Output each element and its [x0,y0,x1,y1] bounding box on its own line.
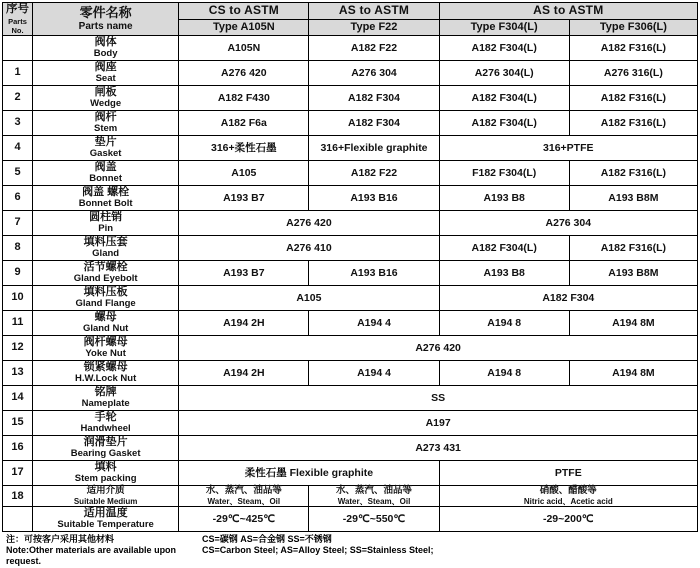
material-cell: A193 B16 [309,260,439,285]
medium-en: Water、Steam、Oil [337,496,411,506]
part-name-cell [33,506,179,531]
medium-cell [439,485,697,506]
medium-cell [309,485,439,506]
material-cell: A182 F316(L) [569,235,697,260]
header-group-1: AS to ASTM [309,3,439,20]
header-subtype-1: Type F22 [309,20,439,36]
material-cell: SS [179,385,698,410]
header-subtype-2: Type F304(L) [439,20,569,36]
table-row [3,410,698,435]
part-name-cell [33,385,179,410]
medium-en: Nitric acid、Acetic acid [523,496,613,506]
material-cell: 316+PTFE [439,135,697,160]
medium-en: Water、Steam、Oil [207,496,281,506]
header-part-name: 零件名称 Parts name [33,3,179,36]
part-name-cell [33,235,179,260]
material-cell: A182 F22 [309,160,439,185]
part-no-cell: 13 [3,360,33,385]
material-cell: A276 304 [309,60,439,85]
part-name-cn: 圆柱销 [89,211,123,224]
material-cell: A182 F316(L) [569,35,697,60]
material-cell: A194 4 [309,360,439,385]
part-name-en: Body [93,47,118,59]
part-name-en: Gasket [89,147,122,159]
material-cell: A182 F304(L) [439,110,569,135]
part-name-en: Yoke Nut [85,347,126,359]
part-no-cell: 12 [3,335,33,360]
material-cell: A194 8 [439,310,569,335]
part-no-cell: 17 [3,460,33,485]
material-cell: 316+Flexible graphite [309,135,439,160]
material-cell: A273 431 [179,435,698,460]
notes-block [2,532,698,568]
medium-cn: 水、蒸汽、油品等 [205,484,282,496]
material-cell: A276 420 [179,60,309,85]
part-name-cn: 填料压板 [83,286,128,299]
part-name-cn: 阀杆 [94,111,117,124]
table-row [3,210,698,235]
part-no-cell [3,35,33,60]
part-name-cn: 螺母 [94,311,117,324]
part-name-cn: 阀座 [94,61,117,74]
part-no-cell: 10 [3,285,33,310]
part-name-en: Gland Flange [75,297,136,309]
table-row [3,135,698,160]
material-cell: A276 316(L) [569,60,697,85]
note-line1-cn: 注：可按客户采用其他材料 [6,533,115,544]
part-name-en: Gland Nut [82,322,129,334]
part-name-cell [33,410,179,435]
material-cell: A193 B16 [309,185,439,210]
medium-cn: 水、蒸汽、油品等 [335,484,412,496]
temperature-cell: -29℃~550℃ [309,506,439,531]
header-part-no: 序号 Parts No. [3,3,33,36]
table-row [3,160,698,185]
header-subtype-0: Type A105N [179,20,309,36]
part-name-cell [33,460,179,485]
table-row-temperature [3,506,698,531]
part-name-cn: 垫片 [94,136,117,149]
part-name-cell [33,310,179,335]
material-cell: A182 F304 [439,285,697,310]
material-cell: A182 F430 [179,85,309,110]
header-subtype-3: Type F306(L) [569,20,697,36]
material-cell: A276 420 [179,210,439,235]
part-name-cn: 润滑垫片 [83,436,128,449]
note-line2-cn: CS=碳钢 AS=合金钢 SS=不锈钢 [202,533,332,544]
part-name-cell [33,285,179,310]
note-line2-en: CS=Carbon Steel; AS=Alloy Steel; SS=Stainless Steel; [202,545,434,556]
part-name-en: Handwheel [80,422,131,434]
material-cell: A182 F316(L) [569,160,697,185]
material-table [2,2,698,532]
note-line1-en: Note:Other materials are available upon request. [6,545,177,567]
part-name-cn: 适用温度 [83,507,128,520]
material-cell: A276 304 [439,210,697,235]
material-cell: A193 B8M [569,185,697,210]
material-cell: A105 [179,285,439,310]
material-cell: A105N [179,35,309,60]
header-row-main [3,3,698,20]
table-row [3,35,698,60]
part-no-cell [3,506,33,531]
medium-cell [179,485,309,506]
material-cell: A197 [179,410,698,435]
part-name-cn: 铭牌 [94,386,117,399]
notes-left [6,534,202,568]
part-name-en: Bonnet Bolt [78,197,133,209]
material-cell: A182 F304(L) [439,85,569,110]
part-name-en: Gland Eyebolt [73,272,138,284]
material-cell: A193 B8 [439,185,569,210]
material-cell: A276 410 [179,235,439,260]
material-cell: 316+柔性石墨 [179,135,309,160]
material-cell: A105 [179,160,309,185]
material-cell: A276 304(L) [439,60,569,85]
part-name-cell [33,335,179,360]
part-name-cell [33,360,179,385]
part-no-cell: 5 [3,160,33,185]
part-name-cn: 阀盖 螺栓 [82,186,130,199]
material-cell: PTFE [439,460,697,485]
part-name-en: Bearing Gasket [70,447,141,459]
temperature-cell: -29℃~425℃ [179,506,309,531]
part-name-cn: 填料压套 [83,236,128,249]
material-cell: A193 B7 [179,260,309,285]
part-name-cell [33,485,179,506]
part-no-cell: 8 [3,235,33,260]
part-name-en: Suitable Temperature [57,518,154,530]
part-no-cell: 9 [3,260,33,285]
part-no-cell: 11 [3,310,33,335]
part-name-cell [33,85,179,110]
material-cell: F182 F304(L) [439,160,569,185]
material-cell: A182 F304 [309,110,439,135]
part-name-en: Seat [95,72,116,84]
part-name-en: Wedge [90,97,122,109]
material-cell: A194 2H [179,310,309,335]
material-cell: A193 B8M [569,260,697,285]
part-name-cn: 锁紧螺母 [83,361,128,374]
part-name-cell [33,35,179,60]
part-name-cell [33,185,179,210]
table-row [3,310,698,335]
material-cell: A182 F6a [179,110,309,135]
table-row [3,60,698,85]
header-group-2: AS to ASTM [439,3,697,20]
table-row [3,460,698,485]
part-name-en: Suitable Medium [73,496,138,506]
part-no-cell: 4 [3,135,33,160]
material-cell: 柔性石墨 Flexible graphite [179,460,439,485]
material-cell: A182 F304(L) [439,35,569,60]
part-name-cn: 阀体 [94,36,117,49]
part-name-en: Stem [94,122,118,134]
part-no-cell: 18 [3,485,33,506]
part-name-cn: 填料 [94,461,117,474]
material-cell: A276 420 [179,335,698,360]
part-name-cn: 闸板 [94,86,117,99]
notes-right [202,534,698,568]
table-row [3,235,698,260]
material-cell: A182 F22 [309,35,439,60]
material-cell: A193 B8 [439,260,569,285]
part-name-en: Bonnet [89,172,122,184]
material-cell: A182 F316(L) [569,110,697,135]
part-name-cn: 阀盖 [94,161,117,174]
temperature-cell: -29~200℃ [439,506,697,531]
part-name-cell [33,60,179,85]
material-cell: A194 8 [439,360,569,385]
part-name-en: Gland [92,247,120,259]
part-name-cell [33,135,179,160]
table-row [3,335,698,360]
part-name-cell [33,160,179,185]
header-group-0: CS to ASTM [179,3,309,20]
material-cell: A194 8M [569,310,697,335]
part-name-en: Stem packing [74,472,137,484]
material-cell: A194 4 [309,310,439,335]
table-row-medium [3,485,698,506]
part-name-cn: 阀杆螺母 [83,336,128,349]
material-cell: A182 F304 [309,85,439,110]
table-row [3,110,698,135]
part-name-en: H.W.Lock Nut [75,372,137,384]
table-row [3,260,698,285]
material-cell: A182 F316(L) [569,85,697,110]
part-name-cell [33,260,179,285]
table-row [3,85,698,110]
part-name-cn: 活节螺栓 [83,261,128,274]
material-cell: A194 8M [569,360,697,385]
table-row [3,385,698,410]
part-no-cell: 15 [3,410,33,435]
table-row [3,185,698,210]
part-no-cell: 7 [3,210,33,235]
medium-cn: 硝酸、醋酸等 [539,484,597,496]
part-name-en: Nameplate [81,397,130,409]
part-name-cn: 适用介质 [86,484,125,496]
part-no-cell: 3 [3,110,33,135]
part-no-cell: 1 [3,60,33,85]
table-row [3,285,698,310]
material-cell: A193 B7 [179,185,309,210]
part-name-en: Pin [98,222,114,234]
part-name-cell [33,110,179,135]
table-head [3,3,698,36]
part-no-cell: 16 [3,435,33,460]
table-row [3,360,698,385]
part-no-cell: 2 [3,85,33,110]
material-cell: A182 F304(L) [439,235,569,260]
part-name-cell [33,210,179,235]
part-name-cn: 手轮 [94,411,117,424]
part-no-cell: 14 [3,385,33,410]
part-no-cell: 6 [3,185,33,210]
material-cell: A194 2H [179,360,309,385]
